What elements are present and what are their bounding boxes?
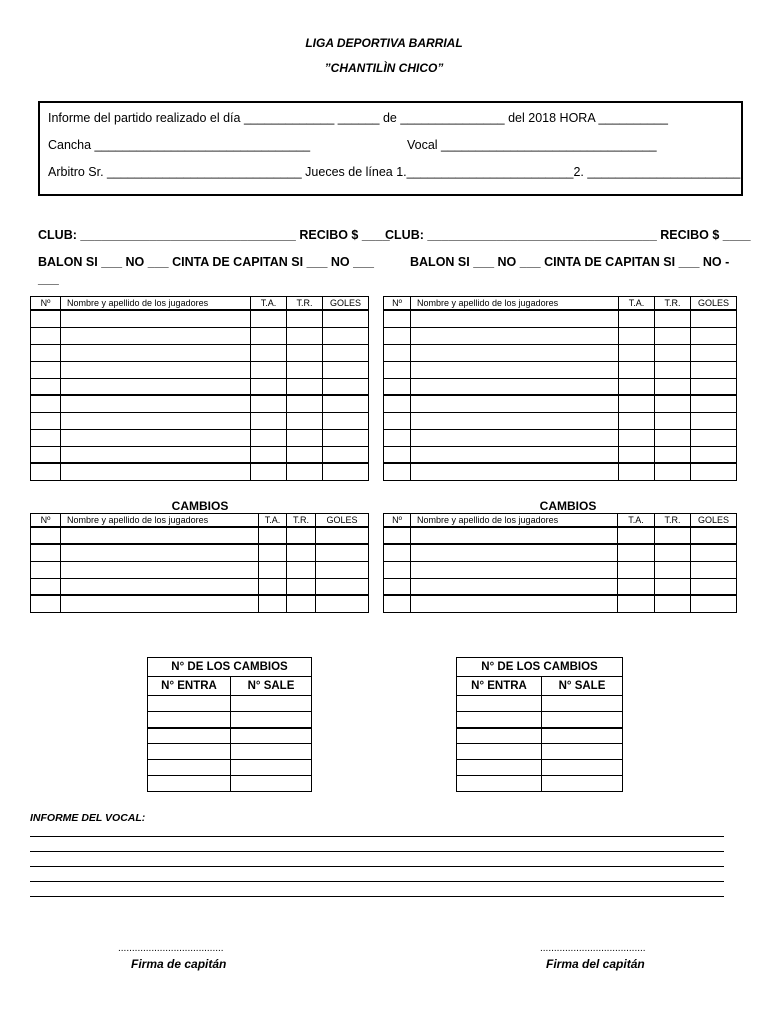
table-row[interactable] <box>31 310 369 327</box>
vocal-line-2[interactable] <box>30 851 724 852</box>
col-ta: T.A. <box>618 514 655 528</box>
table-row[interactable] <box>384 544 737 561</box>
col-entra: N° ENTRA <box>148 677 231 696</box>
right-signature-label: Firma del capitán <box>546 957 645 971</box>
left-subs-table <box>30 513 369 613</box>
vocal-line[interactable]: Vocal _______________________________ <box>407 138 657 152</box>
right-subs-table <box>383 513 737 613</box>
referee-line[interactable]: Arbitro Sr. ____________________________ Jueces de línea 1.________________________2. ______________________ <box>48 165 741 179</box>
table-row[interactable] <box>384 395 737 412</box>
left-cambios-title: CAMBIOS <box>171 499 229 513</box>
right-balon-line[interactable]: BALON SI ___ NO ___ CINTA DE CAPITAN SI ___ NO - <box>410 255 730 269</box>
table-row[interactable] <box>384 344 737 361</box>
league-title: LIGA DEPORTIVA BARRIAL <box>305 36 463 50</box>
col-tr: T.R. <box>655 297 691 311</box>
table-row[interactable] <box>31 595 369 612</box>
vocal-report-label: INFORME DEL VOCAL: <box>30 812 146 824</box>
table-row[interactable] <box>148 712 312 728</box>
right-club-line[interactable]: CLUB: _________________________________ RECIBO $ ____ <box>385 228 751 242</box>
left-signature-label: Firma de capitán <box>131 957 227 971</box>
table-row[interactable] <box>457 776 623 792</box>
col-goles: GOLES <box>691 514 737 528</box>
table-row[interactable] <box>457 728 623 744</box>
left-signature-line[interactable]: ...................................... <box>118 943 224 954</box>
col-no: Nº <box>31 297 61 311</box>
col-sale: N° SALE <box>231 677 312 696</box>
table-row[interactable] <box>384 327 737 344</box>
col-no: Nº <box>384 514 411 528</box>
left-balon-line[interactable]: BALON SI ___ NO ___ CINTA DE CAPITAN SI ___ NO ___ <box>38 255 374 269</box>
table-row[interactable] <box>31 395 369 412</box>
table-row[interactable] <box>384 578 737 595</box>
col-ta: T.A. <box>259 514 287 528</box>
table-row[interactable] <box>457 760 623 776</box>
col-ta: T.A. <box>619 297 655 311</box>
table-row[interactable] <box>31 378 369 395</box>
table-row[interactable] <box>148 760 312 776</box>
table-row[interactable] <box>384 310 737 327</box>
col-name: Nombre y apellido de los jugadores <box>61 514 259 528</box>
table-row[interactable] <box>31 361 369 378</box>
changes-title: N° DE LOS CAMBIOS <box>457 658 623 677</box>
col-tr: T.R. <box>287 297 323 311</box>
right-signature-line[interactable]: ...................................... <box>540 943 646 954</box>
left-changes-table <box>147 657 312 792</box>
table-row[interactable] <box>384 446 737 463</box>
col-no: Nº <box>384 297 411 311</box>
vocal-line-3[interactable] <box>30 866 724 867</box>
table-row[interactable] <box>31 429 369 446</box>
left-club-line[interactable]: CLUB: _______________________________ RECIBO $ ____ <box>38 228 390 242</box>
table-row[interactable] <box>384 412 737 429</box>
right-players-table <box>383 296 737 481</box>
col-tr: T.R. <box>655 514 691 528</box>
table-row[interactable] <box>457 696 623 712</box>
table-row[interactable] <box>384 463 737 480</box>
table-row[interactable] <box>31 544 369 561</box>
report-date-line[interactable]: Informe del partido realizado el día _____________ ______ de _______________ del 2018 HORA __________ <box>48 111 668 125</box>
table-row[interactable] <box>384 595 737 612</box>
table-row[interactable] <box>31 327 369 344</box>
table-row[interactable] <box>31 446 369 463</box>
col-name: Nombre y apellido de los jugadores <box>411 297 619 311</box>
table-row[interactable] <box>31 561 369 578</box>
vocal-line-5[interactable] <box>30 896 724 897</box>
table-row[interactable] <box>384 361 737 378</box>
table-row[interactable] <box>384 378 737 395</box>
changes-title: N° DE LOS CAMBIOS <box>148 658 312 677</box>
col-entra: N° ENTRA <box>457 677 542 696</box>
right-cambios-title: CAMBIOS <box>539 499 597 513</box>
table-row[interactable] <box>457 744 623 760</box>
table-row[interactable] <box>31 463 369 480</box>
col-goles: GOLES <box>316 514 369 528</box>
col-no: Nº <box>31 514 61 528</box>
cancha-line[interactable]: Cancha _______________________________ <box>48 138 311 152</box>
col-ta: T.A. <box>251 297 287 311</box>
col-name: Nombre y apellido de los jugadores <box>411 514 618 528</box>
table-row[interactable] <box>384 429 737 446</box>
left-players-table <box>30 296 369 481</box>
table-row[interactable] <box>457 712 623 728</box>
left-balon-wrap: ___ <box>38 272 59 286</box>
table-row[interactable] <box>148 776 312 792</box>
table-row[interactable] <box>148 744 312 760</box>
table-row[interactable] <box>31 578 369 595</box>
table-row[interactable] <box>148 696 312 712</box>
table-row[interactable] <box>384 527 737 544</box>
right-changes-table <box>456 657 623 792</box>
vocal-line-1[interactable] <box>30 836 724 837</box>
table-row[interactable] <box>384 561 737 578</box>
table-row[interactable] <box>31 412 369 429</box>
col-goles: GOLES <box>691 297 737 311</box>
table-row[interactable] <box>31 527 369 544</box>
col-name: Nombre y apellido de los jugadores <box>61 297 251 311</box>
table-row[interactable] <box>148 728 312 744</box>
vocal-line-4[interactable] <box>30 881 724 882</box>
table-row[interactable] <box>31 344 369 361</box>
col-goles: GOLES <box>323 297 369 311</box>
team-title: ”CHANTILÌN CHICO” <box>324 61 444 75</box>
col-tr: T.R. <box>287 514 316 528</box>
col-sale: N° SALE <box>542 677 623 696</box>
match-report-box <box>38 101 743 196</box>
